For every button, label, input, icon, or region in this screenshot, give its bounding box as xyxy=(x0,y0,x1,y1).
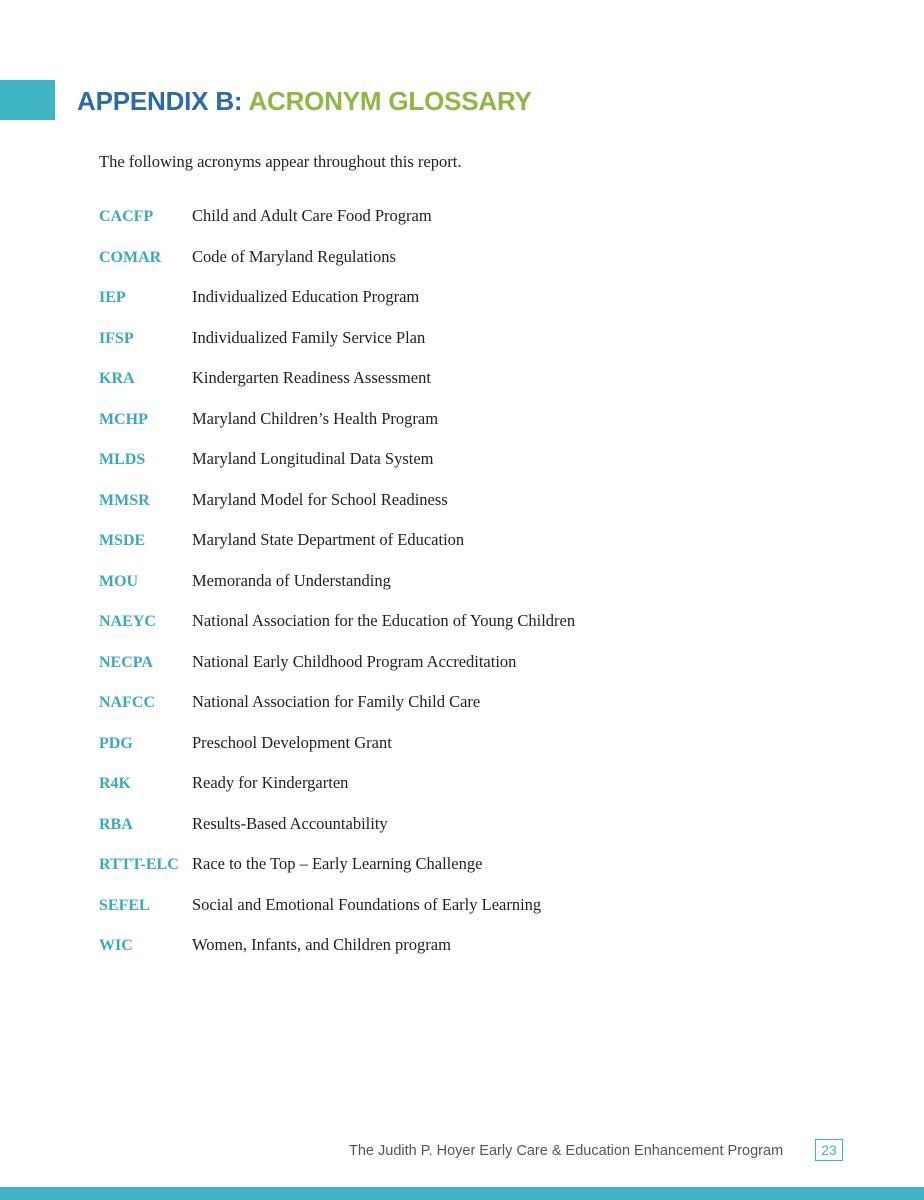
acronym: MSDE xyxy=(99,532,146,549)
definition: Memoranda of Understanding xyxy=(192,570,391,590)
acronym: IEP xyxy=(99,289,126,306)
glossary-item xyxy=(99,935,575,976)
glossary-item xyxy=(99,368,575,409)
definition: Maryland Model for School Readiness xyxy=(192,489,448,509)
glossary-item xyxy=(99,692,575,733)
glossary-item xyxy=(99,773,575,814)
title-prefix: APPENDIX B: xyxy=(77,86,243,116)
acronym: R4K xyxy=(99,775,131,792)
glossary-item xyxy=(99,490,575,531)
acronym: MMSR xyxy=(99,491,150,509)
acronym: WIC xyxy=(99,937,133,954)
definition: Individualized Education Program xyxy=(192,287,420,306)
acronym: MCHP xyxy=(99,410,148,428)
definition: Individualized Family Service Plan xyxy=(192,327,426,347)
acronym-list xyxy=(99,206,575,976)
acronym: RBA xyxy=(99,815,133,833)
glossary-item xyxy=(99,652,575,693)
definition: National Association for Family Child Care xyxy=(192,692,481,711)
definition: Ready for Kindergarten xyxy=(192,773,349,792)
glossary-item xyxy=(99,611,575,652)
acronym: NAEYC xyxy=(99,613,156,630)
definition: Kindergarten Readiness Assessment xyxy=(192,368,431,387)
glossary-item xyxy=(99,247,575,288)
acronym: IFSP xyxy=(99,329,134,347)
glossary-item xyxy=(99,571,575,612)
acronym: SEFEL xyxy=(99,896,150,914)
definition: Preschool Development Grant xyxy=(192,732,392,752)
glossary-item xyxy=(99,814,575,855)
acronym: NAFCC xyxy=(99,694,155,711)
footer-program-name: The Judith P. Hoyer Early Care & Education Enhancement Program xyxy=(349,1143,784,1159)
glossary-item xyxy=(99,409,575,450)
definition: Women, Infants, and Children program xyxy=(192,935,451,954)
acronym: PDG xyxy=(99,734,133,752)
title-main: ACRONYM GLOSSARY xyxy=(248,86,532,116)
definition: National Early Childhood Program Accreditation xyxy=(192,651,517,671)
acronym: MLDS xyxy=(99,451,146,468)
acronym: RTTT-ELC xyxy=(99,856,179,873)
definition: Maryland Children’s Health Program xyxy=(192,408,439,428)
definition: Social and Emotional Foundations of Early Learning xyxy=(192,894,542,914)
glossary-item xyxy=(99,733,575,774)
page-title xyxy=(77,83,532,119)
acronym: KRA xyxy=(99,370,135,387)
definition: Maryland State Department of Education xyxy=(192,530,465,549)
glossary-item xyxy=(99,206,575,247)
acronym: NECPA xyxy=(99,653,153,671)
glossary-item xyxy=(99,530,575,571)
acronym: CACFP xyxy=(99,208,154,225)
definition: Child and Adult Care Food Program xyxy=(192,206,432,225)
definition: Code of Maryland Regulations xyxy=(192,246,396,266)
definition: National Association for the Education of Young Children xyxy=(192,611,576,630)
acronym: MOU xyxy=(99,572,139,590)
glossary-item xyxy=(99,449,575,490)
definition: Results-Based Accountability xyxy=(192,813,388,833)
bottom-bar xyxy=(0,1187,924,1200)
glossary-item xyxy=(99,328,575,369)
accent-block xyxy=(0,80,55,120)
glossary-item xyxy=(99,854,575,895)
glossary-item xyxy=(99,287,575,328)
definition: Race to the Top – Early Learning Challenge xyxy=(192,854,483,873)
glossary-item xyxy=(99,895,575,936)
page-number: 23 xyxy=(815,1139,843,1161)
acronym: COMAR xyxy=(99,248,162,266)
definition: Maryland Longitudinal Data System xyxy=(192,449,434,468)
intro-text: The following acronyms appear throughout this report. xyxy=(99,152,462,171)
